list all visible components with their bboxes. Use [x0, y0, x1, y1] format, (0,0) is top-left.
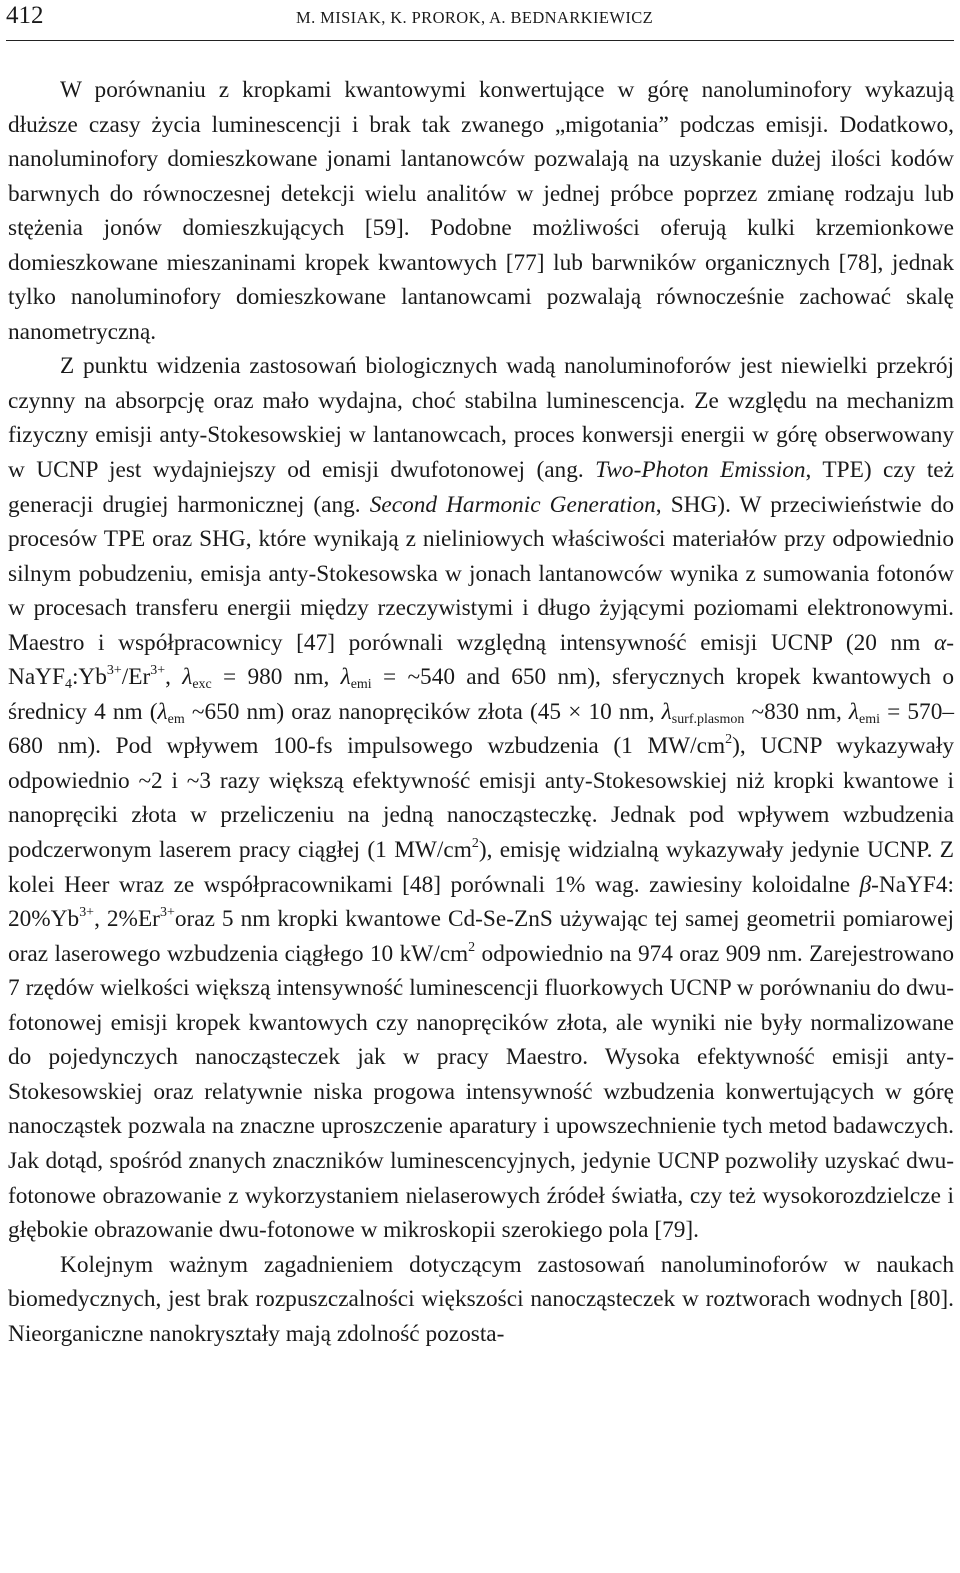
text-run: ,: [165, 664, 183, 691]
superscript: 3+: [79, 905, 95, 921]
symbol-lambda: λ: [157, 698, 168, 725]
text-run: odpowiednio na 974 oraz 909 nm. Zarejestrowano 7 rzędów wielkości większą intensywność luminescencji fluorkowych UCNP w porównaniu do dwu-fotonowej emisji kropek kwantowych czy nanopręcików złota, ale wyniki nie były normalizowane do pojedynczych nanocząsteczek jak w pracy Maestro. Wysoka efektywność emisji anty-Stokesowskiej oraz relatywnie niska progowa intensywność wzbudzenia konwertujących w górę nanocząstek pozwala na znaczne uproszczenie aparatury i upowszechnienie tych metod badawczych. Jak dotąd, spośród znanych znaczników luminescencyjnych, jedynie UCNP pozwoliły uzyskać dwu-fotonowe obrazowanie z wykorzystaniem nielaserowych źródeł światła, czy też wysokorozdzielcze i głębokie obrazowanie dwu-fotonowe w mikroskopii szerokiego pola [79].: [8, 940, 954, 1244]
text-run: -NaYF: [8, 629, 954, 691]
text-run: , SHG). W przeciwieństwie do procesów TPE oraz SHG, które wynikają z nieliniowych właściwości materiałów przy odpowiednio silnym pobudzeniu, emisja anty-Stokesowska w jonach lantanowców wynika z sumowania fotonów w procesach transferu energii między rzeczywistymi i długo żyjącymi poziomami elektronowymi. Maestro i współpracownicy [47] porównali względną intensywność emisji UCNP (20 nm: [8, 491, 954, 656]
paragraph-2: [8, 349, 954, 1247]
text-run: ), emisję widzialną wykazywały jedynie UCNP. Z kolei Heer wraz ze współpracownikami [48] porównali 1% wag. zawiesiny koloidalne: [8, 837, 955, 898]
subscript: emi: [859, 712, 880, 728]
text-run: = ~540 and 650 nm), sferycznych kropek kwantowych o średnicy 4 nm (: [8, 664, 954, 725]
italic-term-shg: Second Harmonic Generation: [369, 491, 656, 518]
paragraph-1-text: W porównaniu z kropkami kwantowymi konwertujące w górę nanoluminofory wykazują dłuższe czasy życia luminescencji i brak tak zwanego „migotania” podczas emisji. Dodatkowo, nanoluminofory domieszkowane jonami lantanowców pozwalają na uzyskanie dużej ilości kodów barwnych do równoczesnej detekcji wielu analitów w jednej próbce poprzez zmianę rodzaju lub stężenia jonów domieszkujących [59]. Podobne możliwości oferują kulki krzemionkowe domieszkowane mieszaninami kropek kwantowych [77] lub barwników organicznych [78], jednak tylko nanoluminofory domieszkowane lantanowcami pozwalają równocześnie zachować skalę nanometryczną.: [8, 77, 954, 345]
subscript: surf.plasmon: [671, 712, 745, 728]
text-run: = 570–680 nm). Pod wpływem 100-fs impulsowego wzbudzenia (1 MW/cm: [8, 698, 954, 760]
symbol-beta: β: [859, 871, 872, 898]
subscript: em: [167, 712, 185, 728]
page-number: 412: [6, 2, 44, 29]
superscript: 2: [725, 732, 733, 748]
superscript: 2: [468, 939, 476, 955]
subscript: exc: [192, 677, 212, 693]
text-run: /Er: [121, 664, 151, 691]
superscript: 3+: [106, 663, 122, 679]
text-run: = 980 nm,: [211, 664, 341, 691]
page-header: [6, 0, 954, 41]
text-run: oraz 5 nm kropki kwantowe Cd-Se-ZnS używając tej samej geometrii pomiarowej oraz laserowego wzbudzenia ciągłego 10 kW/cm: [8, 906, 954, 967]
running-head: M. MISIAK, K. PROROK, A. BEDNARKIEWICZ: [296, 8, 654, 27]
symbol-lambda: λ: [182, 664, 193, 691]
superscript: 3+: [159, 905, 175, 921]
paragraph-1: [8, 73, 954, 349]
subscript: 4: [64, 677, 72, 693]
symbol-lambda: λ: [848, 698, 860, 725]
superscript: 2: [471, 836, 479, 852]
text-run: :Yb: [71, 664, 107, 691]
symbol-lambda: λ: [661, 698, 672, 725]
text-run: ), UCNP wykazywały odpowiednio ~2 i ~3 razy większą efektywność emisji anty-Stokesowskiej niż kropki kwantowe i nanopręciki złota w przeliczeniu na jedną nanocząsteczkę. Jednak pod wpływem wzbudzenia podczerwonym laserem pracy ciągłej (1 MW/cm: [8, 733, 954, 864]
text-run: ~650 nm) oraz nanopręcików złota (45 × 10 nm,: [184, 698, 662, 725]
text-run: -NaYF4: 20%Yb: [8, 871, 954, 933]
superscript: 3+: [150, 663, 166, 679]
body-text: [8, 73, 954, 1351]
text-run: , 2%Er: [94, 906, 160, 933]
symbol-alpha: α: [934, 629, 947, 656]
symbol-lambda: λ: [340, 664, 351, 691]
text-run: Z punktu widzenia zastosowań biologicznych wadą nanoluminoforów jest niewielki przekrój czynny na absorpcję oraz mało wydajna, choć stabilna luminescencja. Ze względu na mechanizm fizyczny emisji anty-Stokesowskiej w lantanowcach, proces konwersji energii w górę obserwowany w UCNP jest wydajniejszy od emisji dwufotonowej (ang.: [8, 353, 954, 484]
text-run: , TPE) czy też generacji drugiej harmonicznej (ang.: [8, 457, 954, 518]
subscript: emi: [350, 677, 372, 693]
italic-term-tpe: Two-Photon Emission: [595, 457, 806, 484]
text-run: ~830 nm,: [744, 698, 849, 725]
paragraph-3: [8, 1248, 954, 1352]
paragraph-3-text: Kolejnym ważnym zagadnieniem dotyczącym zastosowań nanoluminoforów w naukach biomedycznych, jest brak rozpuszczalności większości nanocząsteczek w roztworach wodnych [80]. Nieorganiczne nanokryształy mają zdolność pozosta-: [8, 1251, 954, 1347]
